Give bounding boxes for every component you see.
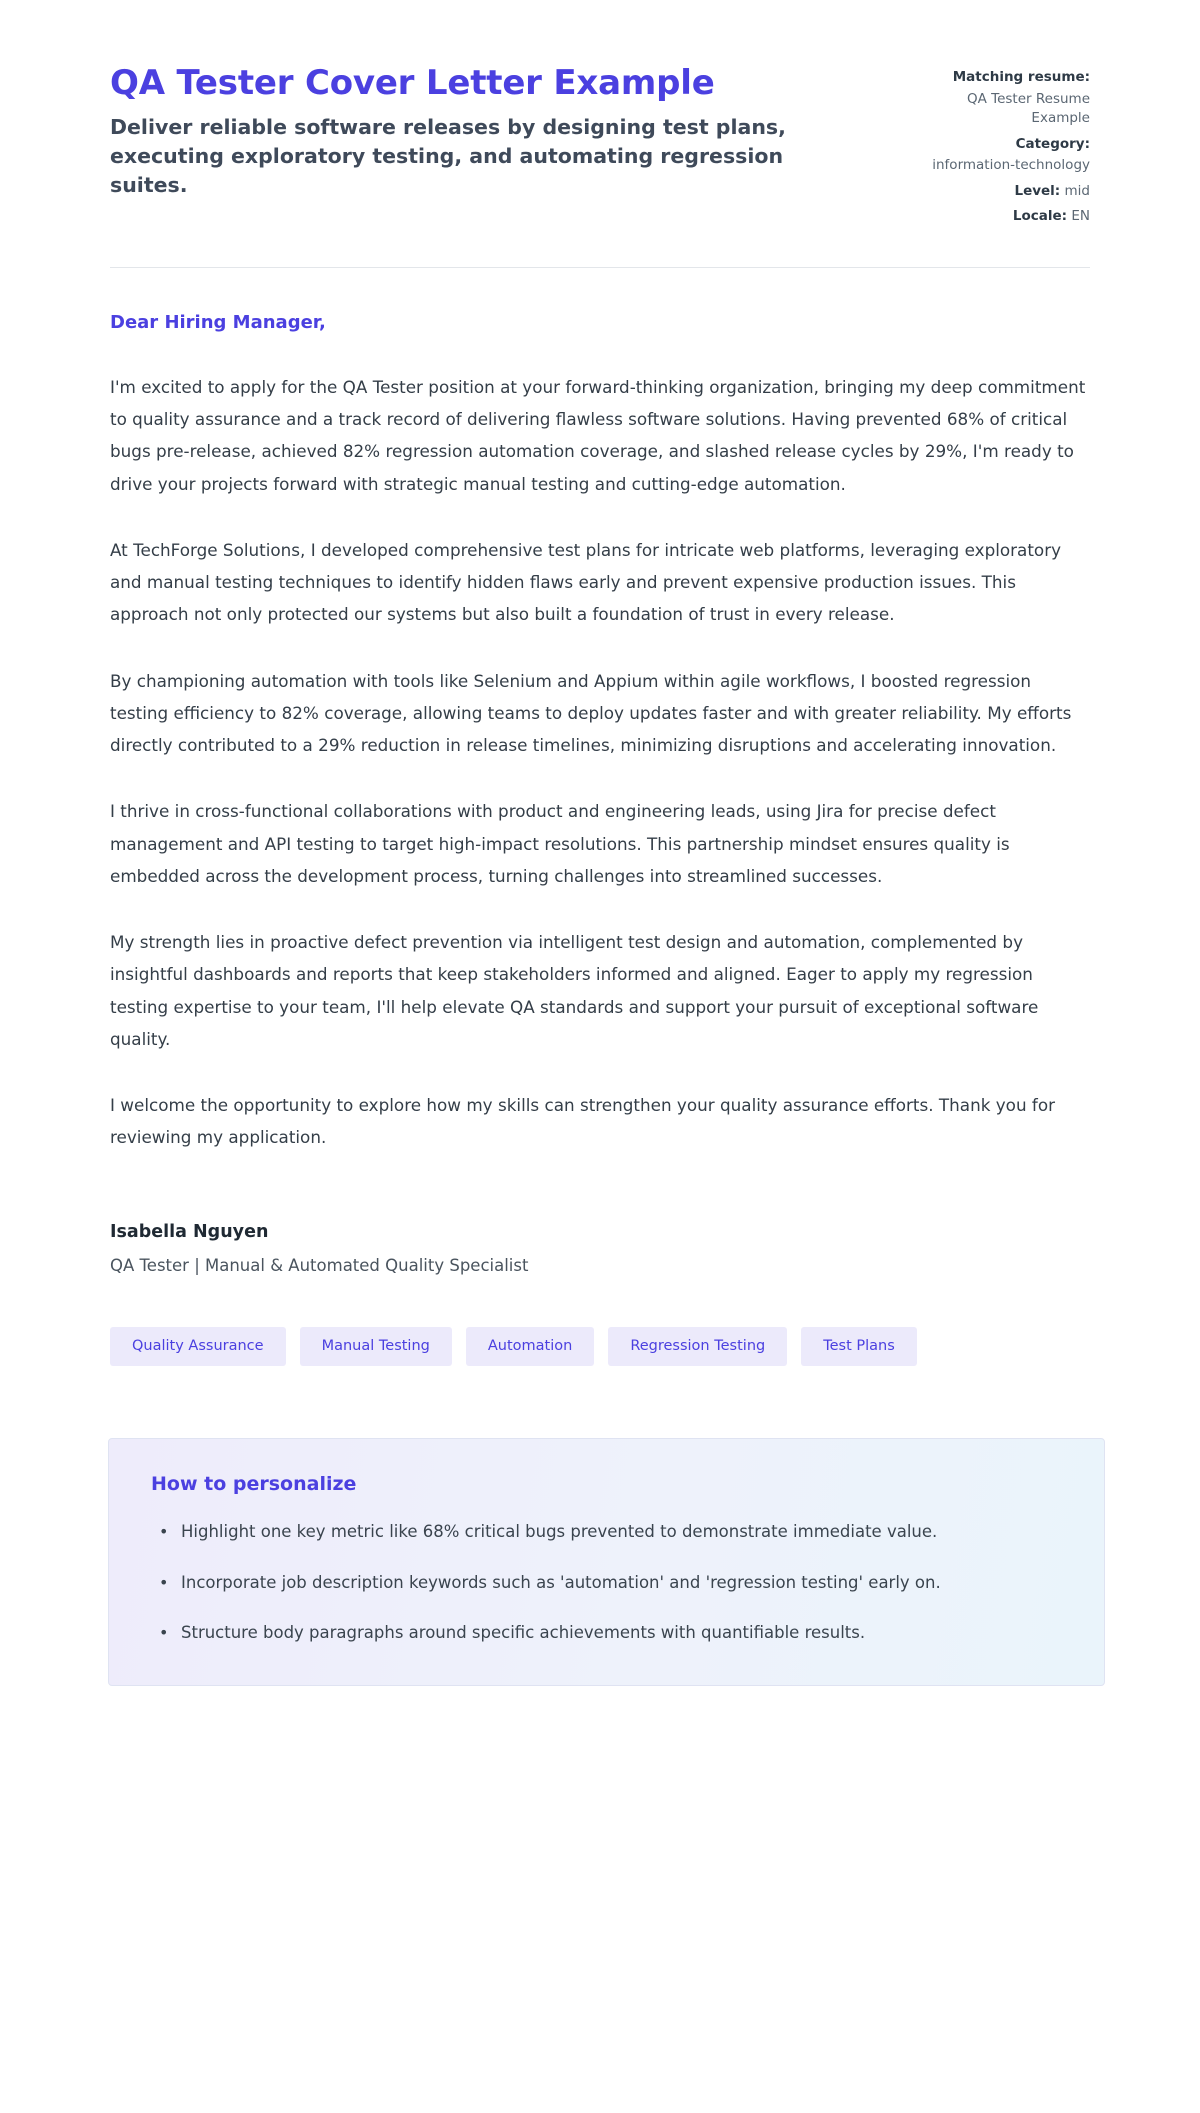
personalize-callout-wrapper xyxy=(0,1366,1200,1746)
letter-paragraph: I thrive in cross-functional collaborations with product and engineering leads, using Jira for precise defect management and API testing to target high-impact resolutions. This partnership mindset ensures quality is embedded across the development process, turning challenges into streamlined successes. xyxy=(110,801,1010,886)
skill-tag-list xyxy=(0,1275,1200,1366)
meta-locale xyxy=(910,207,1090,227)
letter-salutation: Dear Hiring Manager, xyxy=(110,311,326,333)
letter-body xyxy=(0,268,1200,1154)
callout-list-item: • Incorporate job description keywords such as 'automation' and 'regression testing' early on. xyxy=(177,1568,1062,1599)
letter-paragraph: My strength lies in proactive defect prevention via intelligent test design and automation, complemented by insightful dashboards and reports that keep stakeholders informed and aligned. Eager to apply my regression testing expertise to your team, I'll help elevate QA standards and support your pursuit of exceptional software quality. xyxy=(110,932,1039,1049)
callout-list-item: • Highlight one key metric like 68% critical bugs prevented to demonstrate immediate value. xyxy=(177,1517,1062,1548)
meta-category-value: information-technology xyxy=(932,157,1090,174)
callout-list-item: • Structure body paragraphs around specific achievements with quantifiable results. xyxy=(177,1618,1062,1649)
callout-title: How to personalize xyxy=(151,1473,357,1496)
page-header xyxy=(0,0,1200,229)
meta-category-value-row xyxy=(910,156,1090,176)
meta-matching-resume-label: Matching resume: xyxy=(952,69,1090,85)
skill-tag[interactable]: Automation xyxy=(466,1327,594,1366)
meta-matching-resume-value-row xyxy=(910,90,1090,129)
header-title-block xyxy=(110,56,830,200)
callout-list xyxy=(151,1517,1062,1649)
meta-category-label: Category: xyxy=(1015,135,1090,152)
letter-paragraph: By championing automation with tools like Selenium and Appium within agile workflows, I boosted regression testing efficiency to 82% coverage, allowing teams to deploy updates faster and with greater reliability. My efforts directly contributed to a 29% reduction in release timelines, minimizing disruptions and accelerating innovation. xyxy=(110,670,1072,756)
meta-level-value: mid xyxy=(1064,182,1090,199)
meta-category xyxy=(910,135,1090,155)
page-subtitle: Deliver reliable software releases by designing test plans, executing exploratory testing, and automating regression suites. xyxy=(110,115,786,198)
signature-role: QA Tester | Manual & Automated Quality Specialist xyxy=(110,1255,529,1275)
skill-tag[interactable]: Quality Assurance xyxy=(110,1327,286,1366)
page-title: QA Tester Cover Letter Example xyxy=(110,63,715,103)
skill-tag[interactable]: Regression Testing xyxy=(608,1327,787,1366)
signature-block xyxy=(0,1188,1200,1275)
skill-tag[interactable]: Test Plans xyxy=(801,1327,917,1366)
meta-level-label: Level: xyxy=(1014,182,1061,199)
letter-paragraph: I'm excited to apply for the QA Tester position at your forward-thinking organization, bringing my deep commitment to quality assurance and a track record of delivering flawless software solutions. Having prevented 68% of critical bugs pre-release, achieved 82% regression automation coverage, and slashed release cycles by 29%, I'm ready to drive your projects forward with strategic manual testing and cutting-edge automation. xyxy=(110,376,1086,494)
letter-paragraph: I welcome the opportunity to explore how my skills can strengthen your quality assurance efforts. Thank you for reviewing my application. xyxy=(110,1095,1055,1148)
meta-matching-resume-value: QA Tester Resume Example xyxy=(966,90,1090,127)
meta-level xyxy=(910,182,1090,202)
skill-tag[interactable]: Manual Testing xyxy=(300,1327,452,1366)
meta-locale-label: Locale: xyxy=(1012,208,1068,225)
document-metadata xyxy=(910,56,1090,229)
signature-name: Isabella Nguyen xyxy=(110,1221,269,1242)
personalize-callout xyxy=(108,1438,1105,1686)
letter-paragraph: At TechForge Solutions, I developed comprehensive test plans for intricate web platforms, leveraging exploratory and manual testing techniques to identify hidden flaws early and prevent expensive production issues. This approach not only protected our systems but also built a foundation of trust in every release. xyxy=(110,539,1062,625)
meta-matching-resume xyxy=(910,68,1090,88)
meta-locale-value: EN xyxy=(1071,208,1090,225)
